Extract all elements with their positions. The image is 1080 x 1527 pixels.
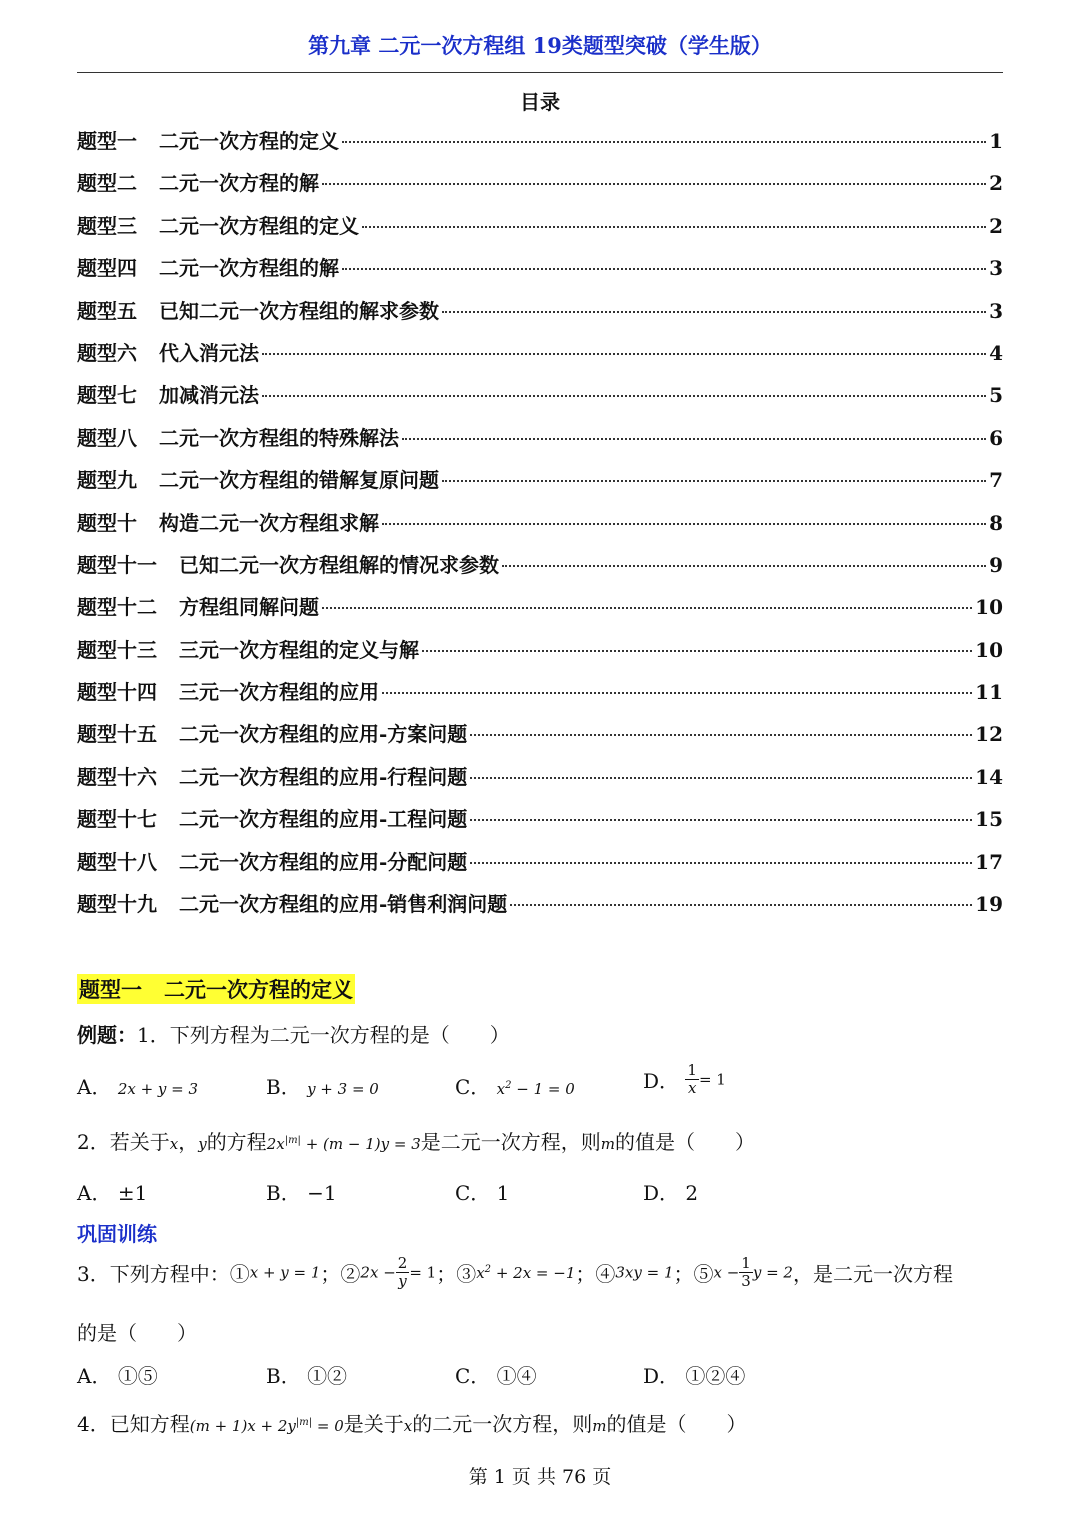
section-heading-name: 二元一次方程的定义 bbox=[164, 977, 353, 1002]
toc-entry-title: 构造二元一次方程组求解 bbox=[159, 510, 379, 535]
toc-leader-dots bbox=[322, 607, 972, 609]
toc-entry-title: 二元一次方程组的应用-行程问题 bbox=[179, 764, 468, 789]
toc-title: 目录 bbox=[520, 90, 560, 114]
toc-entry-page: 8 bbox=[989, 510, 1003, 535]
toc-entry-page: 15 bbox=[975, 807, 1003, 832]
toc-entry-page: 19 bbox=[975, 892, 1003, 917]
toc-entry[interactable] bbox=[77, 252, 1003, 294]
toc-entry-num: 题型十二 bbox=[77, 595, 157, 620]
toc-entry-num: 题型六 bbox=[77, 340, 137, 365]
toc-entry-title: 二元一次方程组的错解复原问题 bbox=[159, 468, 439, 493]
section-heading bbox=[77, 974, 355, 1004]
toc-entry-num: 题型八 bbox=[77, 425, 137, 450]
toc-entry-num: 题型三 bbox=[77, 213, 137, 238]
toc-entry-page: 3 bbox=[989, 298, 1003, 323]
toc-entry-title: 已知二元一次方程组解的情况求参数 bbox=[179, 552, 499, 577]
toc-entry-title: 二元一次方程组的应用-工程问题 bbox=[179, 807, 468, 832]
toc-entry-page: 14 bbox=[975, 764, 1003, 789]
question-1-text: 1．下列方程为二元一次方程的是（ ） bbox=[137, 1023, 510, 1047]
question-1 bbox=[77, 1019, 510, 1048]
toc-entry[interactable] bbox=[77, 888, 1003, 930]
toc-entry-num: 题型二 bbox=[77, 171, 137, 196]
toc-entry[interactable] bbox=[77, 761, 1003, 803]
toc-entry[interactable] bbox=[77, 634, 1003, 676]
q4-equation: $(m + 1)x + 2y^{|m|} = 0$ bbox=[189, 1417, 344, 1435]
header-divider bbox=[77, 72, 1003, 73]
toc-entry-page: 9 bbox=[989, 552, 1003, 577]
table-of-contents bbox=[77, 125, 1003, 930]
q1-option-c: C． $x^2 - 1 = 0$ bbox=[455, 1075, 575, 1099]
toc-entry-title: 已知二元一次方程组的解求参数 bbox=[159, 298, 439, 323]
toc-entry-num: 题型一 bbox=[77, 129, 137, 153]
toc-entry[interactable] bbox=[77, 846, 1003, 888]
q1-option-b-eq: y + 3 = 0 bbox=[307, 1080, 379, 1098]
question-2: 2．若关于x，y的方程$2x^{|m|} + (m - 1)y = 3$是二元一次方程，则m的值是（ ） bbox=[77, 1130, 755, 1154]
toc-entry-title: 方程组同解问题 bbox=[179, 595, 319, 620]
q3-option-d: D． ①②④ bbox=[643, 1364, 746, 1388]
toc-entry-page: 5 bbox=[989, 383, 1003, 408]
q1-option-d-fraction: $\frac{1}{x}$ bbox=[687, 1061, 697, 1097]
q1-option-b: B． y + 3 = 0 bbox=[266, 1075, 379, 1099]
toc-entry-num: 题型十一 bbox=[77, 552, 157, 577]
q3-option-b: B． ①② bbox=[266, 1364, 348, 1388]
toc-entry[interactable] bbox=[77, 125, 1003, 167]
toc-entry-title: 加减消元法 bbox=[159, 383, 259, 408]
toc-entry-page: 4 bbox=[989, 340, 1003, 365]
toc-entry-num: 题型十六 bbox=[77, 764, 157, 789]
toc-entry-title: 二元一次方程的定义 bbox=[159, 129, 339, 153]
toc-entry[interactable] bbox=[77, 422, 1003, 464]
q2-option-b: B． −1 bbox=[266, 1181, 337, 1205]
toc-entry[interactable] bbox=[77, 464, 1003, 506]
toc-entry[interactable] bbox=[77, 337, 1003, 379]
toc-entry-num: 题型十四 bbox=[77, 680, 157, 705]
q3-fraction-2-over-y: $\frac{2}{y}$ bbox=[397, 1254, 408, 1290]
page-footer: 第 1 页 共 76 页 bbox=[468, 1466, 612, 1488]
toc-entry-title: 二元一次方程组的特殊解法 bbox=[159, 425, 399, 450]
toc-entry-num: 题型十 bbox=[77, 510, 137, 535]
toc-leader-dots bbox=[442, 480, 986, 482]
q2-option-d: D． 2 bbox=[643, 1181, 699, 1205]
q2-option-c: C． 1 bbox=[455, 1181, 510, 1205]
toc-entry[interactable] bbox=[77, 676, 1003, 718]
section-heading-num: 题型一 bbox=[79, 977, 142, 1002]
toc-entry-title: 二元一次方程组的应用-分配问题 bbox=[179, 849, 468, 874]
toc-leader-dots bbox=[470, 777, 972, 779]
toc-entry-page: 7 bbox=[989, 468, 1003, 493]
toc-leader-dots bbox=[470, 734, 972, 736]
toc-entry[interactable] bbox=[77, 210, 1003, 252]
example-label: 例题： bbox=[77, 1023, 137, 1047]
toc-leader-dots bbox=[262, 395, 986, 397]
toc-entry-page: 2 bbox=[989, 171, 1003, 196]
q1-option-a: A． 2x + y = 3 bbox=[77, 1075, 199, 1099]
toc-entry-title: 二元一次方程组的解 bbox=[159, 256, 339, 281]
q3-fraction-1-over-3: $\frac{1}{3}$ bbox=[741, 1254, 751, 1290]
toc-leader-dots bbox=[382, 523, 986, 525]
toc-entry[interactable] bbox=[77, 379, 1003, 421]
toc-entry-page: 17 bbox=[975, 849, 1003, 874]
toc-entry-page: 12 bbox=[975, 722, 1003, 747]
toc-entry-title: 三元一次方程组的应用 bbox=[179, 680, 379, 705]
toc-leader-dots bbox=[442, 311, 986, 313]
toc-leader-dots bbox=[510, 904, 972, 906]
toc-entry[interactable] bbox=[77, 507, 1003, 549]
toc-entry-page: 11 bbox=[975, 680, 1003, 705]
page-header-title: 第九章 二元一次方程组 19类题型突破（学生版） bbox=[308, 33, 772, 58]
toc-entry-num: 题型五 bbox=[77, 298, 137, 323]
toc-leader-dots bbox=[422, 650, 972, 652]
question-3-line-2: 的是（ ） bbox=[77, 1321, 197, 1345]
toc-entry[interactable] bbox=[77, 295, 1003, 337]
q1-option-c-eq: $x^2 - 1 = 0$ bbox=[496, 1080, 575, 1098]
toc-entry-title: 代入消元法 bbox=[159, 340, 259, 365]
toc-entry-num: 题型四 bbox=[77, 256, 137, 281]
q2-equation: $2x^{|m|} + (m - 1)y = 3$ bbox=[266, 1135, 421, 1153]
toc-entry[interactable] bbox=[77, 591, 1003, 633]
toc-leader-dots bbox=[342, 268, 986, 270]
q3-option-a: A． ①⑤ bbox=[77, 1364, 158, 1388]
toc-leader-dots bbox=[470, 862, 972, 864]
toc-entry-title: 三元一次方程组的定义与解 bbox=[179, 637, 419, 662]
toc-leader-dots bbox=[322, 183, 986, 185]
toc-entry-title: 二元一次方程组的定义 bbox=[159, 213, 359, 238]
toc-leader-dots bbox=[342, 141, 986, 143]
toc-entry-page: 6 bbox=[989, 425, 1003, 450]
q2-option-a: A． ±1 bbox=[77, 1181, 148, 1205]
toc-entry[interactable] bbox=[77, 718, 1003, 760]
toc-leader-dots bbox=[262, 353, 986, 355]
toc-entry-page: 10 bbox=[975, 637, 1003, 662]
question-3: 3．下列方程中：①x + y = 1；②2x − $\frac{2}{y}$ = 1；$③x^2 + 2x = -1$；④3xy = 1；⑤x − $\frac{1}{3}$ y = 2，是二元一次方程 bbox=[77, 1254, 953, 1290]
toc-entry[interactable] bbox=[77, 803, 1003, 845]
toc-leader-dots bbox=[362, 226, 986, 228]
toc-leader-dots bbox=[502, 565, 986, 567]
toc-leader-dots bbox=[382, 692, 972, 694]
q1-option-d: D． $\frac{1}{x}$ = 1 bbox=[643, 1061, 726, 1097]
toc-entry-page: 10 bbox=[975, 595, 1003, 620]
q1-option-a-eq: 2x + y = 3 bbox=[117, 1080, 199, 1098]
toc-leader-dots bbox=[402, 438, 986, 440]
toc-entry-title: 二元一次方程组的应用-销售利润问题 bbox=[179, 892, 508, 917]
toc-entry-num: 题型十九 bbox=[77, 892, 157, 917]
toc-entry-num: 题型十七 bbox=[77, 807, 157, 832]
toc-entry-page: 3 bbox=[989, 256, 1003, 281]
toc-entry-title: 二元一次方程的解 bbox=[159, 171, 319, 196]
toc-entry-num: 题型九 bbox=[77, 468, 137, 493]
question-4: 4．已知方程$(m + 1)x + 2y^{|m|} = 0$是关于x的二元一次方程，则m的值是（ ） bbox=[77, 1412, 747, 1436]
practice-label: 巩固训练 bbox=[77, 1222, 157, 1246]
toc-entry-num: 题型七 bbox=[77, 383, 137, 408]
toc-entry-num: 题型十五 bbox=[77, 722, 157, 747]
toc-entry[interactable] bbox=[77, 549, 1003, 591]
toc-entry-page: 2 bbox=[989, 213, 1003, 238]
toc-entry-page: 1 bbox=[989, 129, 1003, 153]
q3-option-c: C． ①④ bbox=[455, 1364, 537, 1388]
toc-entry-title: 二元一次方程组的应用-方案问题 bbox=[179, 722, 468, 747]
toc-leader-dots bbox=[470, 819, 972, 821]
toc-entry[interactable] bbox=[77, 167, 1003, 209]
toc-entry-num: 题型十三 bbox=[77, 637, 157, 662]
toc-entry-num: 题型十八 bbox=[77, 849, 157, 874]
